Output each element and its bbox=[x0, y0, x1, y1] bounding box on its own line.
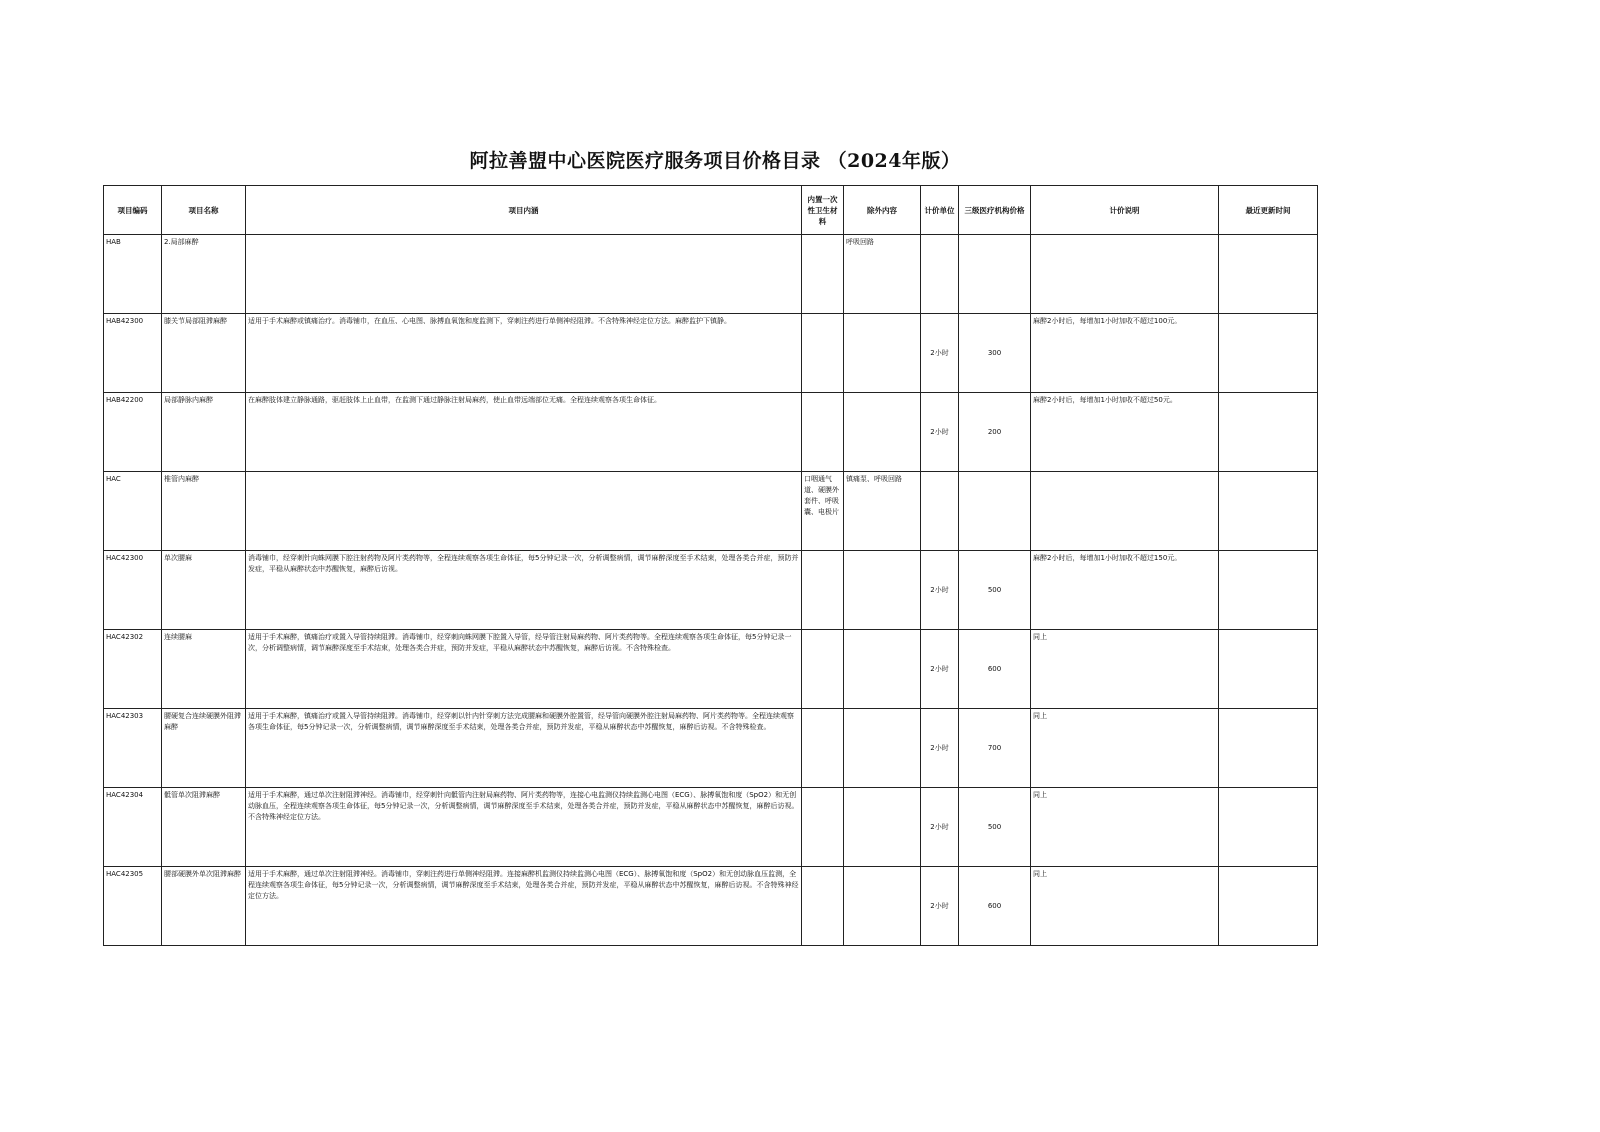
cell-notes bbox=[1031, 472, 1219, 551]
cell-price bbox=[959, 472, 1031, 551]
cell-content: 适用于手术麻醉，通过单次注射阻滞神经。消毒铺巾，穿刺注药进行单侧神经阻滞。连接麻醉机监测仪持续监测心电图（ECG）、脉搏氧饱和度（SpO2）和无创动脉血压监测，全程连续观察各项生命体征，每5分钟记录一次，分析调整病情，调节麻醉深度至手术结束，处理各类合并症，预防并发症，平稳从麻醉状态中苏醒恢复，麻醉后访视。不含特殊神经定位方法。 bbox=[246, 867, 802, 946]
cell-content: 适用于手术麻醉，通过单次注射阻滞神经。消毒铺巾，经穿刺针向骶管内注射局麻药物、阿片类药物等，连接心电监测仪持续监测心电图（ECG）、脉搏氧饱和度（SpO2）和无创动脉血压，全程连续观察各项生命体征，每5分钟记录一次，分析调整病情，调节麻醉深度至手术结束，处理各类合并症，预防并发症，平稳从麻醉状态中苏醒恢复，麻醉后访视。不含特殊神经定位方法。 bbox=[246, 788, 802, 867]
cell-unit bbox=[921, 472, 959, 551]
cell-code: HAB42200 bbox=[104, 393, 162, 472]
cell-code: HAC bbox=[104, 472, 162, 551]
cell-materials bbox=[802, 393, 844, 472]
cell-materials bbox=[802, 630, 844, 709]
cell-exclusions bbox=[844, 393, 921, 472]
page-title: 阿拉善盟中心医院医疗服务项目价格目录 （2024年版） bbox=[469, 150, 961, 172]
cell-notes: 同上 bbox=[1031, 867, 1219, 946]
cell-unit: 2小时 bbox=[921, 393, 959, 472]
header-notes: 计价说明 bbox=[1031, 186, 1219, 235]
cell-materials bbox=[802, 788, 844, 867]
cell-code: HAC42303 bbox=[104, 709, 162, 788]
cell-exclusions bbox=[844, 630, 921, 709]
header-content: 项目内涵 bbox=[246, 186, 802, 235]
cell-unit: 2小时 bbox=[921, 709, 959, 788]
cell-updated bbox=[1219, 867, 1318, 946]
header-materials: 内置一次性卫生材料 bbox=[802, 186, 844, 235]
cell-name: 连续腰麻 bbox=[162, 630, 246, 709]
header-updated: 最近更新时间 bbox=[1219, 186, 1318, 235]
cell-code: HAC42305 bbox=[104, 867, 162, 946]
table-row bbox=[104, 709, 1318, 788]
price-table bbox=[103, 185, 1318, 946]
cell-price: 600 bbox=[959, 630, 1031, 709]
cell-content bbox=[246, 235, 802, 314]
cell-code: HAC42302 bbox=[104, 630, 162, 709]
cell-price bbox=[959, 235, 1031, 314]
cell-materials bbox=[802, 709, 844, 788]
cell-notes bbox=[1031, 235, 1219, 314]
cell-unit bbox=[921, 235, 959, 314]
cell-name: 骶管单次阻滞麻醉 bbox=[162, 788, 246, 867]
cell-exclusions bbox=[844, 709, 921, 788]
cell-code: HAB bbox=[104, 235, 162, 314]
cell-content: 适用于手术麻醉或镇痛治疗。消毒铺巾，在血压、心电图、脉搏血氧饱和度监测下，穿刺注药进行单侧神经阻滞。不含特殊神经定位方法。麻醉监护下镇静。 bbox=[246, 314, 802, 393]
table-row bbox=[104, 630, 1318, 709]
table-row bbox=[104, 235, 1318, 314]
cell-materials bbox=[802, 235, 844, 314]
cell-updated bbox=[1219, 788, 1318, 867]
header-exclusions: 除外内容 bbox=[844, 186, 921, 235]
header-unit: 计价单位 bbox=[921, 186, 959, 235]
cell-updated bbox=[1219, 709, 1318, 788]
cell-content: 消毒铺巾，经穿刺针向蛛网膜下腔注射药物及阿片类药物等，全程连续观察各项生命体征，每5分钟记录一次，分析调整病情，调节麻醉深度至手术结束，处理各类合并症，预防并发症，平稳从麻醉状态中苏醒恢复，麻醉后访视。 bbox=[246, 551, 802, 630]
cell-content: 适用于手术麻醉，镇痛治疗或置入导管持续阻滞。消毒铺巾，经穿刺向蛛网膜下腔置入导管，经导管注射局麻药物、阿片类药物等。全程连续观察各项生命体征，每5分钟记录一次，分析调整病情，调节麻醉深度至手术结束，处理各类合并症，预防并发症，平稳从麻醉状态中苏醒恢复，麻醉后访视。不含特殊检查。 bbox=[246, 630, 802, 709]
cell-exclusions bbox=[844, 314, 921, 393]
cell-name: 2.局部麻醉 bbox=[162, 235, 246, 314]
cell-name: 腰部硬膜外单次阻滞麻醉 bbox=[162, 867, 246, 946]
table-header-row bbox=[104, 186, 1318, 235]
cell-notes: 同上 bbox=[1031, 788, 1219, 867]
cell-exclusions bbox=[844, 551, 921, 630]
cell-price: 500 bbox=[959, 551, 1031, 630]
cell-unit: 2小时 bbox=[921, 551, 959, 630]
cell-unit: 2小时 bbox=[921, 867, 959, 946]
cell-code: HAC42304 bbox=[104, 788, 162, 867]
table-row bbox=[104, 551, 1318, 630]
table-row bbox=[104, 472, 1318, 551]
cell-updated bbox=[1219, 314, 1318, 393]
header-name: 项目名称 bbox=[162, 186, 246, 235]
cell-notes: 麻醉2小时后，每增加1小时加收不超过50元。 bbox=[1031, 393, 1219, 472]
cell-materials: 口咽通气道、硬膜外套件、呼吸囊、电极片 bbox=[802, 472, 844, 551]
cell-content bbox=[246, 472, 802, 551]
cell-exclusions: 呼吸回路 bbox=[844, 235, 921, 314]
cell-content: 在麻醉肢体建立静脉通路，驱赶肢体上止血带，在监测下通过静脉注射局麻药，使止血带远端部位无痛。全程连续观察各项生命体征。 bbox=[246, 393, 802, 472]
cell-price: 500 bbox=[959, 788, 1031, 867]
table-row bbox=[104, 393, 1318, 472]
cell-content: 适用于手术麻醉，镇痛治疗或置入导管持续阻滞。消毒铺巾，经穿刺以针内针穿刺方法完成腰麻和硬膜外腔置管，经导管向硬膜外腔注射局麻药物、阿片类药物等。全程连续观察各项生命体征，每5分钟记录一次，分析调整病情，调节麻醉深度至手术结束，处理各类合并症，预防并发症，平稳从麻醉状态中苏醒恢复，麻醉后访视。不含特殊检查。 bbox=[246, 709, 802, 788]
cell-price: 300 bbox=[959, 314, 1031, 393]
cell-name: 局部静脉内麻醉 bbox=[162, 393, 246, 472]
cell-exclusions bbox=[844, 788, 921, 867]
header-code: 项目编码 bbox=[104, 186, 162, 235]
cell-notes: 同上 bbox=[1031, 709, 1219, 788]
cell-name: 腰硬复合连续硬膜外阻滞麻醉 bbox=[162, 709, 246, 788]
table-row bbox=[104, 867, 1318, 946]
cell-notes: 同上 bbox=[1031, 630, 1219, 709]
cell-unit: 2小时 bbox=[921, 630, 959, 709]
cell-name: 单次腰麻 bbox=[162, 551, 246, 630]
cell-name: 椎管内麻醉 bbox=[162, 472, 246, 551]
cell-notes: 麻醉2小时后，每增加1小时加收不超过150元。 bbox=[1031, 551, 1219, 630]
cell-price: 700 bbox=[959, 709, 1031, 788]
cell-code: HAB42300 bbox=[104, 314, 162, 393]
cell-updated bbox=[1219, 551, 1318, 630]
cell-exclusions: 镇痛泵、呼吸回路 bbox=[844, 472, 921, 551]
cell-updated bbox=[1219, 472, 1318, 551]
header-price: 三级医疗机构价格 bbox=[959, 186, 1031, 235]
cell-materials bbox=[802, 867, 844, 946]
cell-materials bbox=[802, 314, 844, 393]
cell-name: 膝关节局部阻滞麻醉 bbox=[162, 314, 246, 393]
table-row bbox=[104, 314, 1318, 393]
cell-exclusions bbox=[844, 867, 921, 946]
cell-price: 200 bbox=[959, 393, 1031, 472]
cell-notes: 麻醉2小时后，每增加1小时加收不超过100元。 bbox=[1031, 314, 1219, 393]
cell-updated bbox=[1219, 630, 1318, 709]
cell-price: 600 bbox=[959, 867, 1031, 946]
cell-updated bbox=[1219, 235, 1318, 314]
cell-updated bbox=[1219, 393, 1318, 472]
cell-materials bbox=[802, 551, 844, 630]
cell-unit: 2小时 bbox=[921, 788, 959, 867]
cell-code: HAC42300 bbox=[104, 551, 162, 630]
cell-unit: 2小时 bbox=[921, 314, 959, 393]
table-row bbox=[104, 788, 1318, 867]
